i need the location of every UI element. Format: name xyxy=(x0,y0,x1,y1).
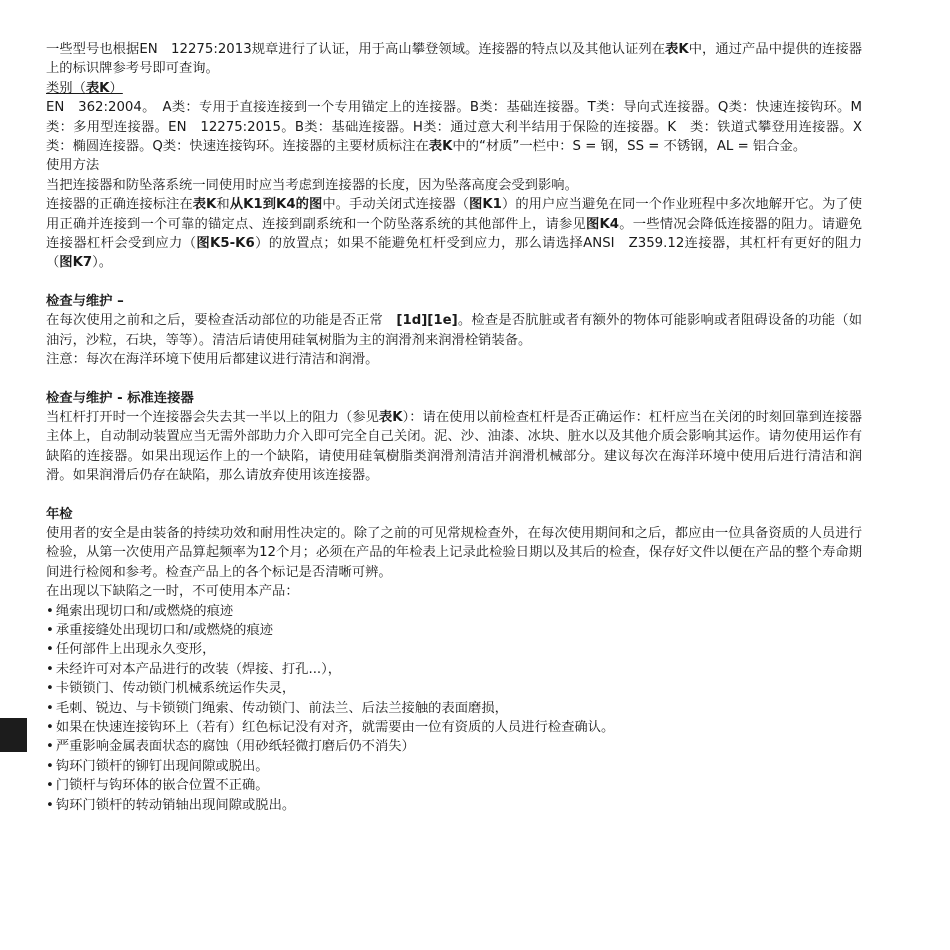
category-heading: 类别（表K） xyxy=(46,80,123,96)
inspection-paragraph: 在每次使用之前和之后，要检查活动部位的功能是否正常 [1d][1e]。检查是否肮脏或者有额外的物体可能影响或者阻碍设备的功能（如油污，沙粒，石块，等等）。清洁后请使用硅氧树脂为主的润滑剂来润滑栓销装备。 xyxy=(46,313,863,348)
figure-reference: [1d][1e] xyxy=(396,313,458,329)
table-k-reference: 表K xyxy=(428,139,453,155)
defects-list xyxy=(46,602,862,815)
inspection-note: 注意：每次在海洋环境下使用后都建议进行清洁和润滑。 xyxy=(46,352,379,368)
document-page xyxy=(46,40,862,815)
inspection-standard-heading: 检查与维护 - 标准连接器 xyxy=(46,390,194,406)
list-item: • 未经许可对本产品进行的改装（焊接、打孔...）， xyxy=(46,660,862,679)
inspection-standard-paragraph: 当杠杆打开时一个连接器会失去其一半以上的阻力（参见表K）：请在使用以前检查杠杆是否正确运作：杠杆应当在关闭的时刻回靠到连接器主体上，自动制动装置应当无需外部助力介入即可完全自己关闭。泥、沙、油漆、冰块、脏水以及其他介质会影响其运作。请勿使用运作有缺陷的连接器。如果出现运作上的一个缺陷，请使用硅氧樹脂类润滑剂清洁并润滑机械部分。建议每次在海洋环境中使用后进行清洁和润滑。如果润滑后仍存在缺陷，那么请放弃使用该连接器。 xyxy=(46,409,862,484)
usage-paragraph-1: 当把连接器和防坠落系统一同使用时应当考虑到连接器的长度，因为坠落高度会受到影响。 xyxy=(46,177,578,193)
list-item: • 如果在快速连接钩环上（若有）红色标记没有对齐，就需要由一位有资质的人员进行检查确认。 xyxy=(46,718,862,737)
annual-inspection-paragraph: 使用者的安全是由装备的持续功效和耐用性决定的。除了之前的可见常规检查外，在每次使用期间和之后，都应由一位具备资质的人员进行检验，从第一次使用产品算起频率为12个月；必须在产品的年检表上记录此检验日期以及其后的检查，保存好文件以便在产品的整个寿命期间进行检阅和参考。检查产品上的各个标记是否清晰可辨。 xyxy=(46,525,862,580)
list-item: • 严重影响金属表面状态的腐蚀（用砂纸轻微打磨后仍不消失） xyxy=(46,737,862,756)
usage-heading: 使用方法 xyxy=(46,158,100,174)
figure-reference: 图K7 xyxy=(59,255,93,271)
defects-intro: 在出现以下缺陷之一时，不可使用本产品： xyxy=(46,584,299,600)
list-item: • 毛刺、锐边、与卡锁锁门绳索、传动锁门、前法兰、后法兰接触的表面磨损， xyxy=(46,699,862,718)
list-item: • 承重接缝处出现切口和/或燃烧的痕迹 xyxy=(46,621,862,640)
list-item: • 钩环门锁杆的铆钉出现间隙或脱出。 xyxy=(46,757,862,776)
intro-text-end: 中，通过产品中提供的连接器上的标识牌参考号即可查询。 xyxy=(46,42,863,77)
intro-paragraph xyxy=(46,40,862,79)
category-paragraph xyxy=(46,98,862,156)
inspection-heading: 检查与维护 – xyxy=(46,293,124,309)
category-text: EN 362:2004。 A类：专用于直接连接到一个专用锚定上的连接器。B类：基础连接器。T类：导向式连接器。Q类：快速连接钩环。M类：多用型连接器。EN 12275:2015。B类：基础连接器。H类：通过意大利半结用于保险的连接器。K 类：铁道式攀登用连接器。X类：椭圆连接器。Q类：快速连接钩环。连接器的主要材质标注在 xyxy=(46,100,862,155)
figure-reference: 图K1 xyxy=(469,197,502,213)
list-item: • 绳索出现切口和/或燃烧的痕迹 xyxy=(46,602,862,621)
list-item: • 任何部件上出现永久变形， xyxy=(46,640,862,659)
figure-reference: 图K4 xyxy=(585,216,620,232)
list-item: • 钩环门锁杆的转动销轴出现间隙或脱出。 xyxy=(46,796,862,815)
figure-reference: 图K5-K6 xyxy=(196,236,255,252)
table-k-reference: 表K xyxy=(85,80,110,96)
table-k-reference: 表K xyxy=(192,197,217,213)
annual-inspection-heading: 年检 xyxy=(46,506,73,522)
category-text-end: 中的“材质”一栏中：S = 钢，SS = 不锈钢，AL = 铝合金。 xyxy=(452,139,807,155)
usage-paragraph-2: 连接器的正确连接标注在表K和从K1到K4的图中。手动关闭式连接器（图K1）的用户应当避免在同一个作业班程中多次地解开它。为了使用正确并连接到一个可靠的锚定点、连接到副系统和一个防坠落系统的其他部件上，请参见图K4。一些情况会降低连接器的阻力。请避免连接器杠杆会受到应力（图K5-K6）的放置点；如果不能避免杠杆受到应力，那么请选择ANSI Z359.12连接器，其杠杆有更好的阻力（图K7）。 xyxy=(46,197,863,271)
table-k-reference: 表K xyxy=(378,409,403,425)
page-edge-tab xyxy=(0,718,27,752)
list-item: • 门锁杆与钩环体的嵌合位置不正确。 xyxy=(46,776,862,795)
figure-reference: 从K1到K4的图 xyxy=(229,197,323,213)
table-k-reference: 表K xyxy=(665,42,689,57)
list-item: • 卡锁锁门、传动锁门机械系统运作失灵， xyxy=(46,679,862,698)
intro-text: 一些型号也根据EN 12275:2013规章进行了认证，用于高山攀登领域。连接器的特点以及其他认证列在 xyxy=(46,42,666,57)
